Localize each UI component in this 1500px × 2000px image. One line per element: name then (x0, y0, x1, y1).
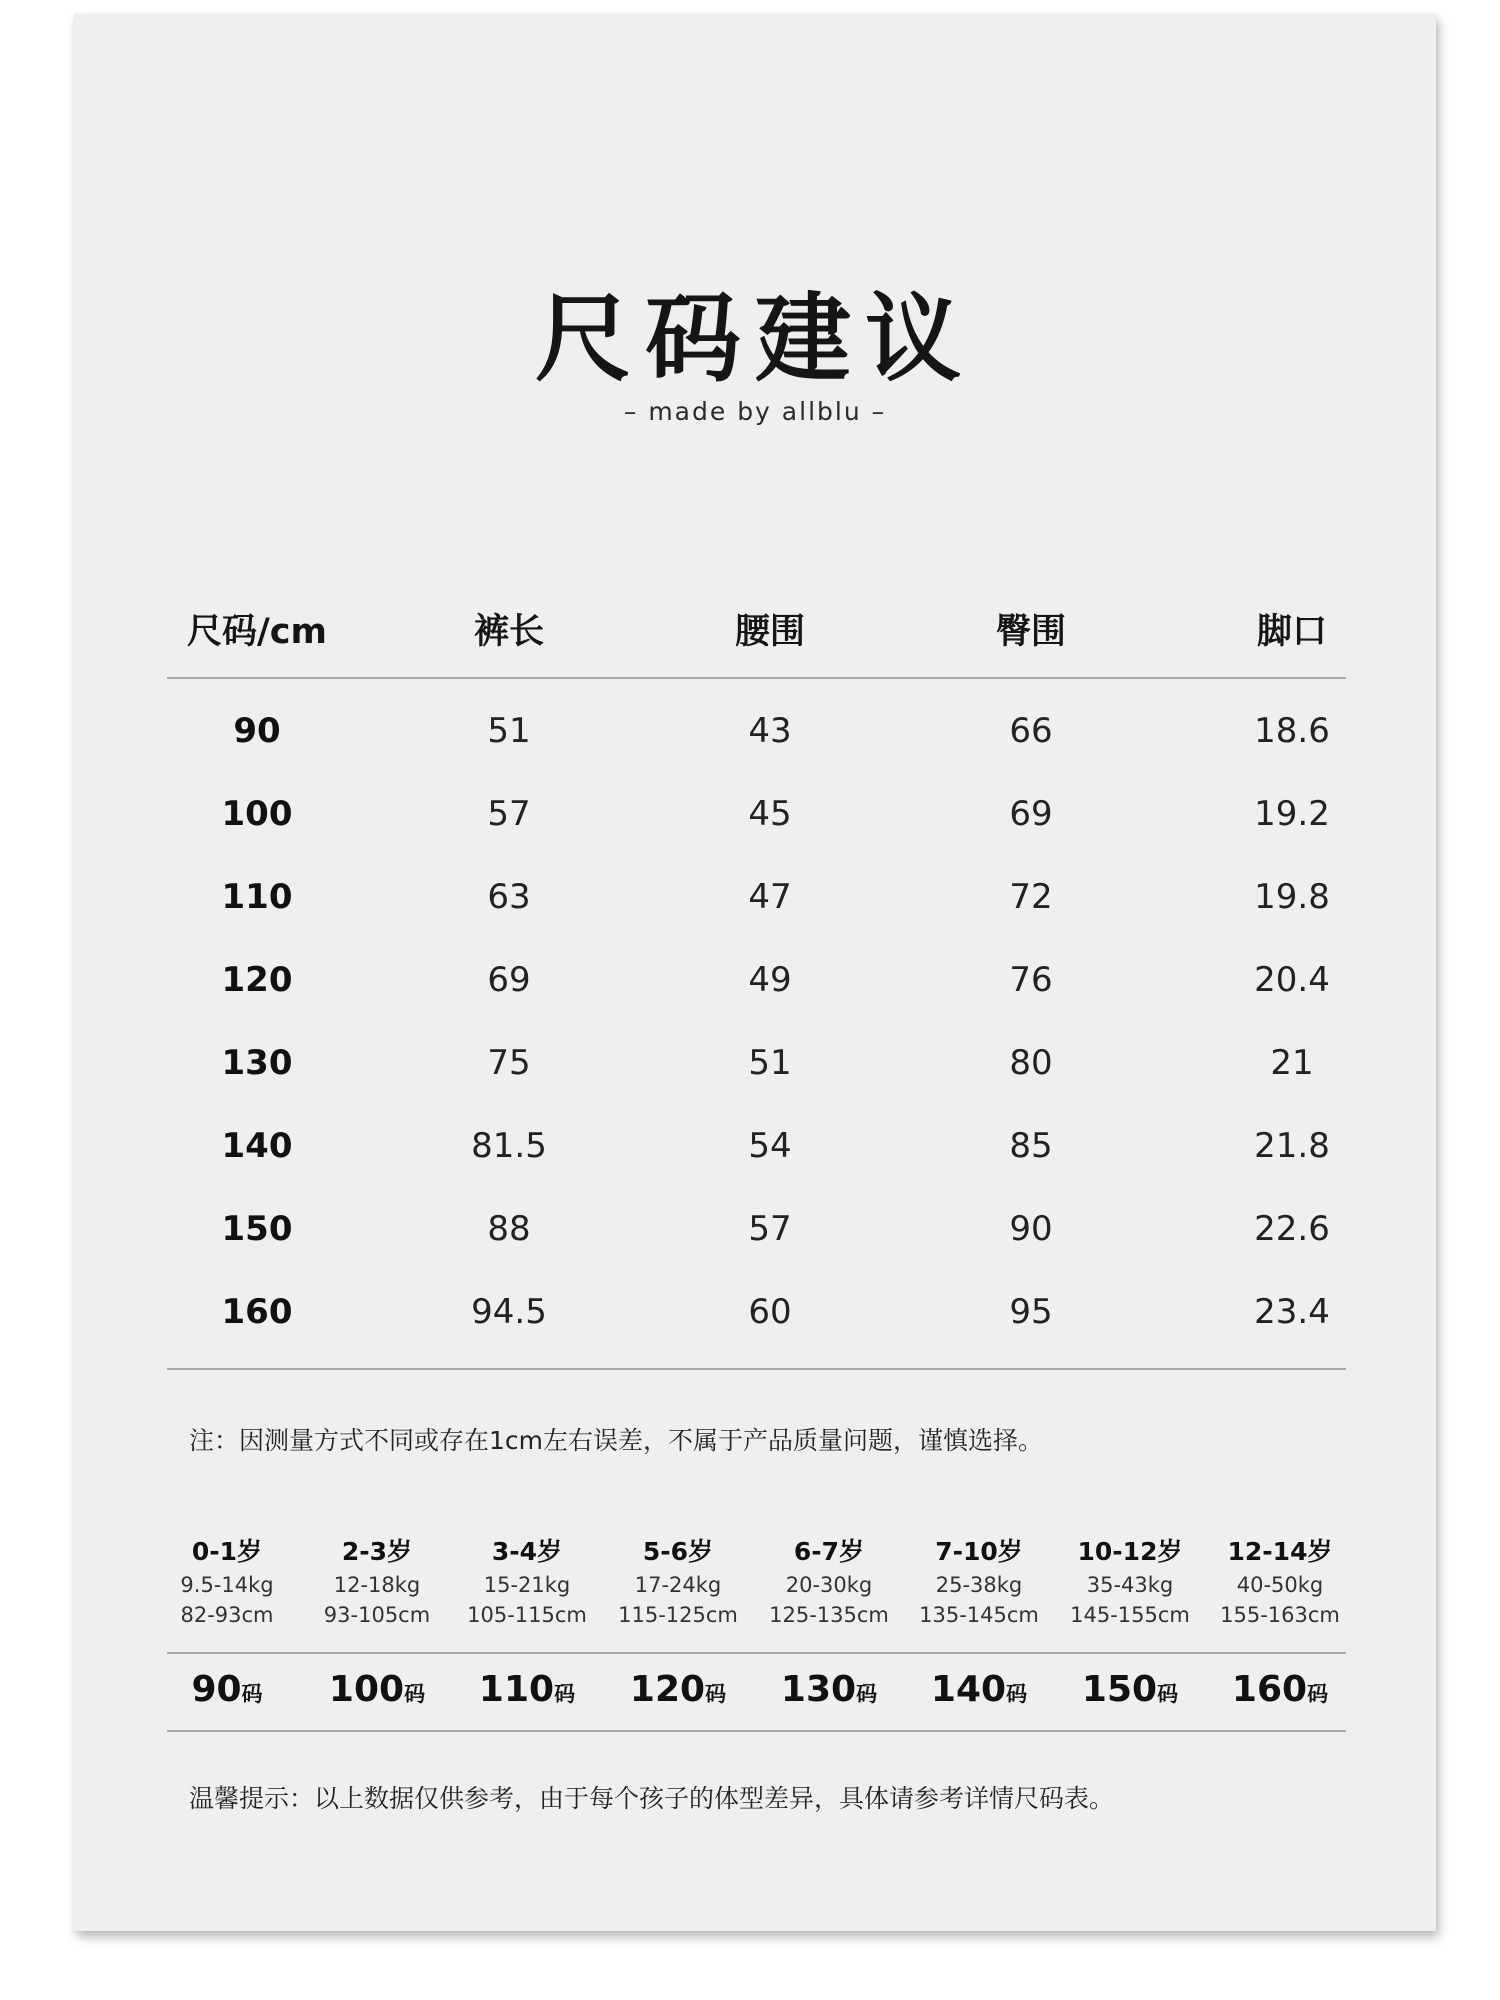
recommended-size (931, 1669, 1027, 1710)
weight-range: 20-30kg (785, 1573, 873, 1597)
age-label: 6-7岁 (793, 1537, 865, 1566)
recommended-size (329, 1669, 425, 1710)
height-range: 105-115cm (467, 1603, 587, 1627)
table-header-divider (167, 677, 1346, 679)
measure-cell: 20.4 (1254, 960, 1330, 1000)
age-label: 7-10岁 (935, 1537, 1023, 1566)
measure-cell: 88 (487, 1209, 531, 1249)
column-header: 臀围 (995, 612, 1067, 652)
size-cell: 90 (233, 711, 281, 751)
measure-cell: 94.5 (471, 1292, 547, 1332)
measure-cell: 75 (487, 1043, 531, 1083)
measure-cell: 72 (1009, 877, 1053, 917)
recommended-size (479, 1669, 575, 1710)
measure-cell: 54 (748, 1126, 792, 1166)
measure-cell: 23.4 (1254, 1292, 1330, 1332)
size-guide-card (74, 14, 1436, 1931)
recommended-size-unit: 码 (705, 1682, 727, 1706)
measure-cell: 19.2 (1254, 794, 1330, 834)
measure-cell: 80 (1009, 1043, 1053, 1083)
height-range: 93-105cm (323, 1603, 431, 1627)
size-cell: 150 (221, 1209, 293, 1249)
size-cell: 130 (221, 1043, 293, 1083)
recommended-size (1082, 1669, 1178, 1710)
recommended-size-unit: 码 (856, 1682, 878, 1706)
size-cell: 140 (221, 1126, 293, 1166)
recommended-size-number: 110 (478, 1669, 555, 1710)
measure-cell: 43 (748, 711, 792, 751)
measure-cell: 81.5 (471, 1126, 547, 1166)
page-subtitle: – made by allblu – (623, 397, 887, 426)
recommended-size-unit: 码 (404, 1682, 426, 1706)
recommended-size-unit: 码 (241, 1682, 263, 1706)
recommended-size-number: 120 (629, 1669, 706, 1710)
recommended-size (191, 1669, 262, 1710)
measure-cell: 95 (1009, 1292, 1053, 1332)
measure-cell: 60 (748, 1292, 792, 1332)
size-cell: 100 (221, 794, 293, 834)
age-label: 0-1岁 (191, 1537, 263, 1566)
page-title: 尺码建议 (535, 283, 975, 395)
weight-range: 15-21kg (483, 1573, 571, 1597)
measure-cell: 76 (1009, 960, 1053, 1000)
height-range: 135-145cm (919, 1603, 1039, 1627)
measure-cell: 69 (1009, 794, 1053, 834)
recommended-size-number: 140 (930, 1669, 1007, 1710)
measure-cell: 19.8 (1254, 877, 1330, 917)
size-cell: 120 (221, 960, 293, 1000)
column-header: 尺码/cm (186, 612, 328, 652)
measure-cell: 66 (1009, 711, 1053, 751)
weight-range: 17-24kg (634, 1573, 722, 1597)
size-cell: 110 (221, 877, 293, 917)
recommended-size-number: 150 (1081, 1669, 1158, 1710)
weight-range: 9.5-14kg (180, 1573, 274, 1597)
measure-cell: 57 (748, 1209, 792, 1249)
recommended-size (630, 1669, 726, 1710)
measure-cell: 18.6 (1254, 711, 1330, 751)
age-label: 10-12岁 (1077, 1537, 1183, 1566)
height-range: 125-135cm (769, 1603, 889, 1627)
recommended-size-number: 100 (328, 1669, 405, 1710)
measure-cell: 22.6 (1254, 1209, 1330, 1249)
column-header: 脚口 (1256, 612, 1328, 652)
table-bottom-divider (167, 1368, 1346, 1370)
height-range: 115-125cm (618, 1603, 738, 1627)
height-range: 82-93cm (180, 1603, 274, 1627)
age-label: 3-4岁 (491, 1537, 563, 1566)
measure-cell: 51 (487, 711, 531, 751)
measure-cell: 21 (1270, 1043, 1314, 1083)
age-label: 12-14岁 (1227, 1537, 1333, 1566)
tip-note: 温馨提示：以上数据仅供参考，由于每个孩子的体型差异，具体请参考详情尺码表。 (189, 1784, 1115, 1813)
measure-cell: 47 (748, 877, 792, 917)
weight-range: 12-18kg (333, 1573, 421, 1597)
measure-cell: 57 (487, 794, 531, 834)
weight-range: 40-50kg (1236, 1573, 1324, 1597)
recommended-size-number: 90 (191, 1669, 242, 1710)
measure-cell: 49 (748, 960, 792, 1000)
weight-range: 35-43kg (1086, 1573, 1174, 1597)
age-guide-divider-top (167, 1652, 1346, 1654)
recommended-size-unit: 码 (1157, 1682, 1179, 1706)
measure-cell: 45 (748, 794, 792, 834)
recommended-size-number: 130 (780, 1669, 857, 1710)
height-range: 145-155cm (1070, 1603, 1190, 1627)
recommended-size-unit: 码 (1006, 1682, 1028, 1706)
size-cell: 160 (221, 1292, 293, 1332)
recommended-size (781, 1669, 877, 1710)
measure-cell: 63 (487, 877, 531, 917)
recommended-size-number: 160 (1231, 1669, 1308, 1710)
measure-cell: 85 (1009, 1126, 1053, 1166)
measure-cell: 21.8 (1254, 1126, 1330, 1166)
age-guide-divider-bottom (167, 1730, 1346, 1732)
recommended-size (1232, 1669, 1328, 1710)
column-header: 裤长 (473, 612, 545, 652)
measure-cell: 69 (487, 960, 531, 1000)
age-label: 5-6岁 (642, 1537, 714, 1566)
weight-range: 25-38kg (935, 1573, 1023, 1597)
column-header: 腰围 (734, 612, 806, 652)
measurement-note: 注：因测量方式不同或存在1cm左右误差，不属于产品质量问题，谨慎选择。 (189, 1426, 1044, 1455)
recommended-size-unit: 码 (1307, 1682, 1329, 1706)
recommended-size-unit: 码 (554, 1682, 576, 1706)
measure-cell: 90 (1009, 1209, 1053, 1249)
height-range: 155-163cm (1220, 1603, 1340, 1627)
age-label: 2-3岁 (341, 1537, 413, 1566)
measure-cell: 51 (748, 1043, 792, 1083)
